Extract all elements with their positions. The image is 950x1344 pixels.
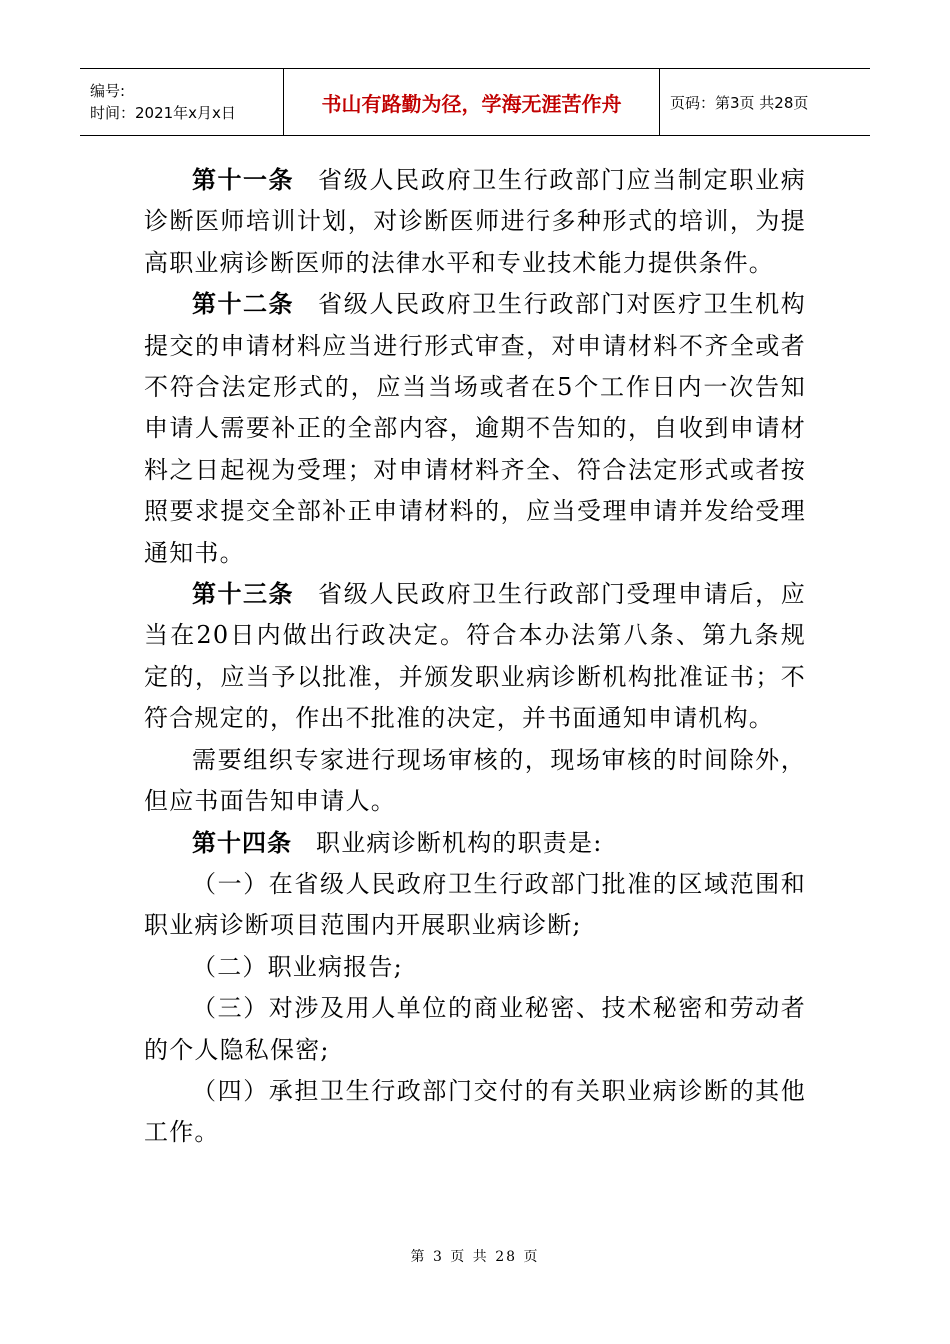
- paragraph-text: 职业病诊断机构的职责是:: [316, 828, 603, 857]
- document-body: [144, 160, 806, 1154]
- paragraph: [144, 284, 806, 574]
- paragraph-text: （四）承担卫生行政部门交付的有关职业病诊断的其他工作。: [144, 1076, 806, 1147]
- header-motto: [284, 69, 660, 135]
- article-heading: 第十三条: [192, 580, 295, 609]
- document-date: 时间：2021年x月x日: [90, 104, 236, 122]
- list-item: [144, 864, 806, 947]
- header-page-info: [660, 69, 870, 135]
- article-heading: 第十一条: [192, 166, 295, 194]
- paragraph-text: 省级人民政府卫生行政部门应当制定职业病诊断医师培训计划，对诊断医师进行多种形式的培训，为提高职业病诊断医师的法律水平和专业技术能力提供条件。: [144, 166, 806, 277]
- paragraph-text: （一）在省级人民政府卫生行政部门批准的区域范围和职业病诊断项目范围内开展职业病诊断;: [144, 869, 806, 940]
- paragraph-text: 需要组织专家进行现场审核的，现场审核的时间除外，但应书面告知申请人。: [144, 745, 806, 816]
- list-item: [144, 947, 806, 988]
- document-number-label: 编号:: [90, 82, 126, 100]
- paragraph: [144, 823, 806, 864]
- page-number-label: 页码：第3页 共28页: [670, 93, 809, 112]
- paragraph-text: （二）职业病报告;: [192, 952, 403, 981]
- paragraph: [144, 740, 806, 823]
- paragraph-text: （三）对涉及用人单位的商业秘密、技术秘密和劳动者的个人隐私保密;: [144, 994, 806, 1064]
- article-heading: 第十四条: [192, 828, 292, 857]
- page-header: [80, 68, 870, 136]
- paragraph-text: 省级人民政府卫生行政部门受理申请后，应当在20日内做出行政决定。符合本办法第八条、第九条规定的，应当予以批准，并颁发职业病诊断机构批准证书；不符合规定的，作出不批准的决定，并书面通知申请机构。: [144, 580, 806, 733]
- list-item: [144, 1071, 806, 1154]
- article-heading: 第十二条: [192, 290, 295, 319]
- list-item: [144, 988, 806, 1071]
- page-footer: 第 3 页 共 28 页: [410, 1249, 540, 1265]
- paragraph: [144, 574, 806, 740]
- header-meta: [80, 69, 284, 135]
- paragraph-text: 省级人民政府卫生行政部门对医疗卫生机构提交的申请材料应当进行形式审查，对申请材料不齐全或者不符合法定形式的，应当当场或者在5个工作日内一次告知申请人需要补正的全部内容，逾期不告知的，自收到申请材料之日起视为受理；对申请材料齐全、符合法定形式或者按照要求提交全部补正申请材料的，应当受理申请并发给受理通知书。: [144, 290, 806, 567]
- paragraph: [144, 160, 806, 284]
- motto-text: 书山有路勤为径，学海无涯苦作舟: [321, 91, 622, 116]
